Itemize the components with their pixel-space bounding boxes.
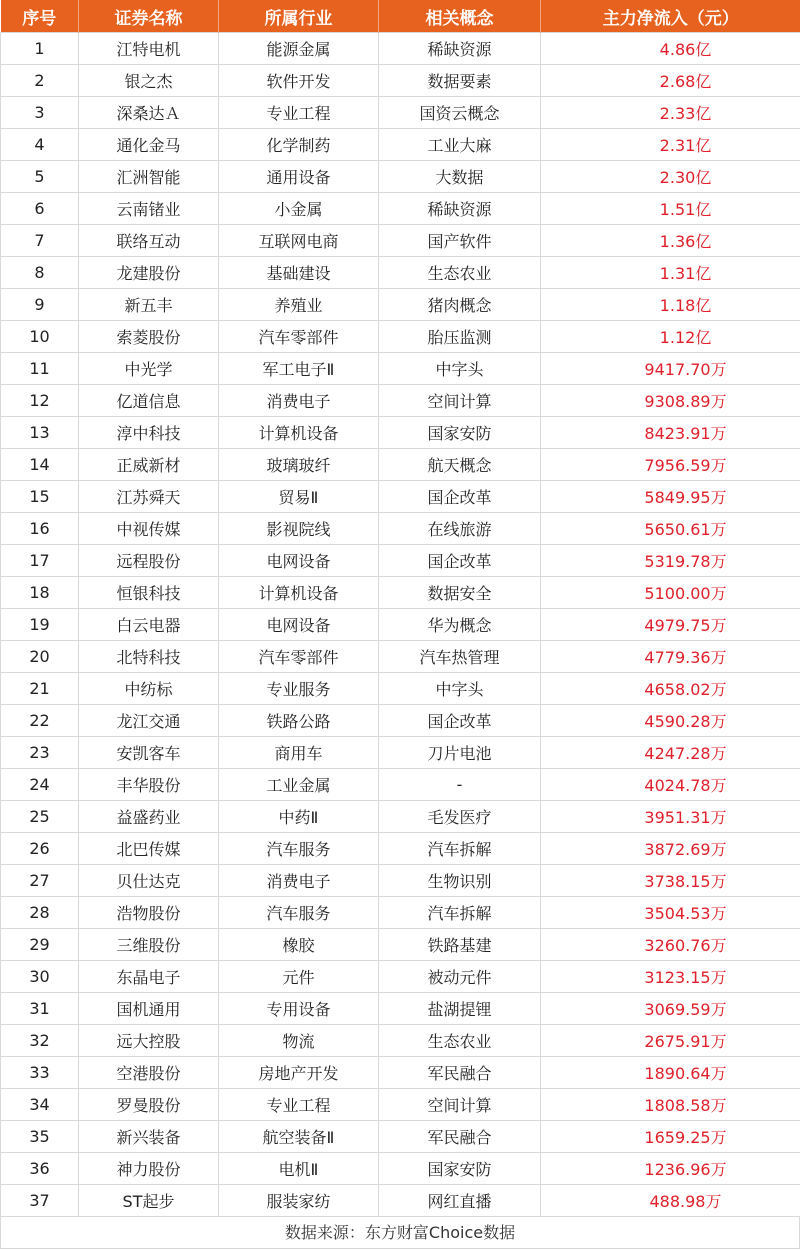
cell-industry: 互联网电商 xyxy=(219,225,379,257)
cell-main-net-inflow: 4590.28万 xyxy=(541,705,800,737)
cell-main-net-inflow: 2.33亿 xyxy=(541,97,800,129)
cell-concept: 汽车拆解 xyxy=(379,897,541,929)
cell-concept: - xyxy=(379,769,541,801)
cell-index: 36 xyxy=(1,1153,79,1185)
cell-concept: 国企改革 xyxy=(379,545,541,577)
header-concept: 相关概念 xyxy=(379,0,541,33)
cell-index: 28 xyxy=(1,897,79,929)
table-row xyxy=(1,609,800,641)
table-row xyxy=(1,449,800,481)
cell-industry: 计算机设备 xyxy=(219,417,379,449)
cell-main-net-inflow: 4979.75万 xyxy=(541,609,800,641)
header-index: 序号 xyxy=(1,0,79,33)
table-row xyxy=(1,385,800,417)
cell-security-name: ST起步 xyxy=(79,1185,219,1217)
cell-index: 21 xyxy=(1,673,79,705)
cell-security-name: 银之杰 xyxy=(79,65,219,97)
cell-main-net-inflow: 3504.53万 xyxy=(541,897,800,929)
table-row xyxy=(1,737,800,769)
cell-index: 7 xyxy=(1,225,79,257)
cell-index: 29 xyxy=(1,929,79,961)
table-body xyxy=(1,33,800,1217)
cell-concept: 猪肉概念 xyxy=(379,289,541,321)
cell-security-name: 新五丰 xyxy=(79,289,219,321)
cell-security-name: 中光学 xyxy=(79,353,219,385)
cell-security-name: 龙建股份 xyxy=(79,257,219,289)
cell-index: 2 xyxy=(1,65,79,97)
table-row xyxy=(1,801,800,833)
cell-main-net-inflow: 3069.59万 xyxy=(541,993,800,1025)
cell-security-name: 东晶电子 xyxy=(79,961,219,993)
cell-concept: 华为概念 xyxy=(379,609,541,641)
cell-main-net-inflow: 3260.76万 xyxy=(541,929,800,961)
cell-index: 24 xyxy=(1,769,79,801)
cell-industry: 能源金属 xyxy=(219,33,379,65)
cell-index: 31 xyxy=(1,993,79,1025)
table-row xyxy=(1,705,800,737)
cell-security-name: 北特科技 xyxy=(79,641,219,673)
cell-index: 25 xyxy=(1,801,79,833)
table-row xyxy=(1,513,800,545)
cell-concept: 空间计算 xyxy=(379,1089,541,1121)
cell-industry: 铁路公路 xyxy=(219,705,379,737)
table-row xyxy=(1,993,800,1025)
cell-index: 20 xyxy=(1,641,79,673)
cell-index: 18 xyxy=(1,577,79,609)
cell-industry: 小金属 xyxy=(219,193,379,225)
cell-index: 12 xyxy=(1,385,79,417)
cell-industry: 化学制药 xyxy=(219,129,379,161)
cell-main-net-inflow: 9308.89万 xyxy=(541,385,800,417)
cell-concept: 生态农业 xyxy=(379,257,541,289)
cell-main-net-inflow: 2.30亿 xyxy=(541,161,800,193)
table-row xyxy=(1,65,800,97)
cell-industry: 橡胶 xyxy=(219,929,379,961)
table-row xyxy=(1,865,800,897)
table-row xyxy=(1,97,800,129)
cell-concept: 大数据 xyxy=(379,161,541,193)
table-row xyxy=(1,1153,800,1185)
cell-security-name: 三维股份 xyxy=(79,929,219,961)
cell-index: 17 xyxy=(1,545,79,577)
table-row xyxy=(1,833,800,865)
cell-industry: 汽车零部件 xyxy=(219,641,379,673)
cell-main-net-inflow: 2.31亿 xyxy=(541,129,800,161)
cell-main-net-inflow: 4.86亿 xyxy=(541,33,800,65)
cell-security-name: 新兴装备 xyxy=(79,1121,219,1153)
cell-security-name: 恒银科技 xyxy=(79,577,219,609)
cell-index: 11 xyxy=(1,353,79,385)
cell-concept: 中字头 xyxy=(379,353,541,385)
cell-security-name: 远大控股 xyxy=(79,1025,219,1057)
table-row xyxy=(1,929,800,961)
cell-security-name: 深桑达Ａ xyxy=(79,97,219,129)
cell-index: 1 xyxy=(1,33,79,65)
cell-industry: 航空装备Ⅱ xyxy=(219,1121,379,1153)
table-row xyxy=(1,193,800,225)
cell-main-net-inflow: 8423.91万 xyxy=(541,417,800,449)
table-row xyxy=(1,481,800,513)
cell-industry: 元件 xyxy=(219,961,379,993)
cell-security-name: 淳中科技 xyxy=(79,417,219,449)
cell-main-net-inflow: 488.98万 xyxy=(541,1185,800,1217)
cell-index: 33 xyxy=(1,1057,79,1089)
cell-industry: 专业工程 xyxy=(219,97,379,129)
cell-concept: 稀缺资源 xyxy=(379,193,541,225)
cell-main-net-inflow: 5650.61万 xyxy=(541,513,800,545)
cell-index: 10 xyxy=(1,321,79,353)
table-row xyxy=(1,641,800,673)
cell-index: 35 xyxy=(1,1121,79,1153)
table-row xyxy=(1,353,800,385)
cell-index: 16 xyxy=(1,513,79,545)
cell-industry: 军工电子Ⅱ xyxy=(219,353,379,385)
cell-main-net-inflow: 9417.70万 xyxy=(541,353,800,385)
cell-industry: 通用设备 xyxy=(219,161,379,193)
cell-index: 15 xyxy=(1,481,79,513)
cell-main-net-inflow: 1808.58万 xyxy=(541,1089,800,1121)
cell-concept: 胎压监测 xyxy=(379,321,541,353)
cell-main-net-inflow: 1.36亿 xyxy=(541,225,800,257)
cell-industry: 贸易Ⅱ xyxy=(219,481,379,513)
cell-industry: 专业服务 xyxy=(219,673,379,705)
cell-security-name: 神力股份 xyxy=(79,1153,219,1185)
cell-index: 30 xyxy=(1,961,79,993)
cell-concept: 国企改革 xyxy=(379,481,541,513)
cell-main-net-inflow: 3738.15万 xyxy=(541,865,800,897)
cell-concept: 盐湖提锂 xyxy=(379,993,541,1025)
cell-concept: 铁路基建 xyxy=(379,929,541,961)
cell-industry: 房地产开发 xyxy=(219,1057,379,1089)
cell-main-net-inflow: 4658.02万 xyxy=(541,673,800,705)
cell-security-name: 联络互动 xyxy=(79,225,219,257)
cell-concept: 汽车拆解 xyxy=(379,833,541,865)
table-row xyxy=(1,1121,800,1153)
cell-security-name: 国机通用 xyxy=(79,993,219,1025)
table-row xyxy=(1,161,800,193)
cell-security-name: 北巴传媒 xyxy=(79,833,219,865)
header-security-name: 证券名称 xyxy=(79,0,219,33)
cell-main-net-inflow: 7956.59万 xyxy=(541,449,800,481)
cell-main-net-inflow: 1890.64万 xyxy=(541,1057,800,1089)
cell-industry: 消费电子 xyxy=(219,865,379,897)
cell-industry: 计算机设备 xyxy=(219,577,379,609)
cell-main-net-inflow: 5100.00万 xyxy=(541,577,800,609)
header-row xyxy=(1,0,800,33)
cell-security-name: 罗曼股份 xyxy=(79,1089,219,1121)
table-header xyxy=(1,0,800,33)
cell-index: 32 xyxy=(1,1025,79,1057)
cell-security-name: 中视传媒 xyxy=(79,513,219,545)
cell-concept: 数据要素 xyxy=(379,65,541,97)
cell-concept: 稀缺资源 xyxy=(379,33,541,65)
cell-main-net-inflow: 1.18亿 xyxy=(541,289,800,321)
cell-industry: 商用车 xyxy=(219,737,379,769)
cell-concept: 网红直播 xyxy=(379,1185,541,1217)
cell-main-net-inflow: 1659.25万 xyxy=(541,1121,800,1153)
cell-concept: 数据安全 xyxy=(379,577,541,609)
cell-concept: 国资云概念 xyxy=(379,97,541,129)
cell-main-net-inflow: 5849.95万 xyxy=(541,481,800,513)
cell-index: 4 xyxy=(1,129,79,161)
cell-main-net-inflow: 1236.96万 xyxy=(541,1153,800,1185)
cell-main-net-inflow: 1.12亿 xyxy=(541,321,800,353)
table-row xyxy=(1,673,800,705)
cell-security-name: 江特电机 xyxy=(79,33,219,65)
cell-industry: 汽车零部件 xyxy=(219,321,379,353)
table-row xyxy=(1,1185,800,1217)
cell-main-net-inflow: 2.68亿 xyxy=(541,65,800,97)
cell-security-name: 汇洲智能 xyxy=(79,161,219,193)
cell-industry: 中药Ⅱ xyxy=(219,801,379,833)
cell-concept: 生态农业 xyxy=(379,1025,541,1057)
cell-main-net-inflow: 4247.28万 xyxy=(541,737,800,769)
cell-industry: 专业工程 xyxy=(219,1089,379,1121)
cell-concept: 被动元件 xyxy=(379,961,541,993)
cell-security-name: 索菱股份 xyxy=(79,321,219,353)
cell-concept: 国家安防 xyxy=(379,1153,541,1185)
cell-security-name: 通化金马 xyxy=(79,129,219,161)
cell-security-name: 中纺标 xyxy=(79,673,219,705)
cell-concept: 军民融合 xyxy=(379,1121,541,1153)
cell-industry: 消费电子 xyxy=(219,385,379,417)
cell-industry: 电机Ⅱ xyxy=(219,1153,379,1185)
cell-concept: 国家安防 xyxy=(379,417,541,449)
cell-concept: 生物识别 xyxy=(379,865,541,897)
cell-industry: 电网设备 xyxy=(219,609,379,641)
cell-concept: 毛发医疗 xyxy=(379,801,541,833)
cell-security-name: 亿道信息 xyxy=(79,385,219,417)
cell-index: 5 xyxy=(1,161,79,193)
cell-index: 23 xyxy=(1,737,79,769)
cell-concept: 航天概念 xyxy=(379,449,541,481)
table-row xyxy=(1,1057,800,1089)
cell-security-name: 丰华股份 xyxy=(79,769,219,801)
cell-industry: 服装家纺 xyxy=(219,1185,379,1217)
cell-index: 26 xyxy=(1,833,79,865)
cell-security-name: 云南锗业 xyxy=(79,193,219,225)
cell-industry: 汽车服务 xyxy=(219,897,379,929)
cell-index: 19 xyxy=(1,609,79,641)
table-row xyxy=(1,1089,800,1121)
cell-main-net-inflow: 2675.91万 xyxy=(541,1025,800,1057)
header-main-net-inflow: 主力净流入（元） xyxy=(541,0,800,33)
cell-industry: 养殖业 xyxy=(219,289,379,321)
cell-concept: 在线旅游 xyxy=(379,513,541,545)
cell-index: 37 xyxy=(1,1185,79,1217)
cell-security-name: 安凯客车 xyxy=(79,737,219,769)
cell-security-name: 江苏舜天 xyxy=(79,481,219,513)
cell-index: 8 xyxy=(1,257,79,289)
cell-industry: 物流 xyxy=(219,1025,379,1057)
cell-index: 9 xyxy=(1,289,79,321)
cell-security-name: 龙江交通 xyxy=(79,705,219,737)
cell-concept: 工业大麻 xyxy=(379,129,541,161)
table-row xyxy=(1,769,800,801)
table-row xyxy=(1,321,800,353)
cell-concept: 汽车热管理 xyxy=(379,641,541,673)
cell-industry: 软件开发 xyxy=(219,65,379,97)
header-industry: 所属行业 xyxy=(219,0,379,33)
cell-index: 22 xyxy=(1,705,79,737)
table-row xyxy=(1,225,800,257)
cell-main-net-inflow: 3951.31万 xyxy=(541,801,800,833)
cell-index: 14 xyxy=(1,449,79,481)
cell-industry: 基础建设 xyxy=(219,257,379,289)
cell-industry: 工业金属 xyxy=(219,769,379,801)
cell-main-net-inflow: 1.51亿 xyxy=(541,193,800,225)
cell-concept: 刀片电池 xyxy=(379,737,541,769)
cell-concept: 中字头 xyxy=(379,673,541,705)
table-row xyxy=(1,417,800,449)
cell-concept: 军民融合 xyxy=(379,1057,541,1089)
cell-security-name: 贝仕达克 xyxy=(79,865,219,897)
cell-concept: 国企改革 xyxy=(379,705,541,737)
cell-main-net-inflow: 4779.36万 xyxy=(541,641,800,673)
cell-security-name: 正威新材 xyxy=(79,449,219,481)
cell-index: 27 xyxy=(1,865,79,897)
table-row xyxy=(1,289,800,321)
cell-index: 34 xyxy=(1,1089,79,1121)
cell-security-name: 白云电器 xyxy=(79,609,219,641)
cell-index: 3 xyxy=(1,97,79,129)
cell-industry: 专用设备 xyxy=(219,993,379,1025)
cell-industry: 汽车服务 xyxy=(219,833,379,865)
cell-main-net-inflow: 3872.69万 xyxy=(541,833,800,865)
cell-concept: 国产软件 xyxy=(379,225,541,257)
data-source-footer: 数据来源：东方财富Choice数据 xyxy=(0,1217,800,1249)
cell-main-net-inflow: 4024.78万 xyxy=(541,769,800,801)
cell-main-net-inflow: 5319.78万 xyxy=(541,545,800,577)
cell-security-name: 益盛药业 xyxy=(79,801,219,833)
table-row xyxy=(1,1025,800,1057)
cell-main-net-inflow: 1.31亿 xyxy=(541,257,800,289)
table-row xyxy=(1,961,800,993)
cell-security-name: 浩物股份 xyxy=(79,897,219,929)
cell-index: 13 xyxy=(1,417,79,449)
cell-industry: 影视院线 xyxy=(219,513,379,545)
cell-concept: 空间计算 xyxy=(379,385,541,417)
cell-industry: 玻璃玻纤 xyxy=(219,449,379,481)
cell-security-name: 远程股份 xyxy=(79,545,219,577)
table-row xyxy=(1,545,800,577)
table-row xyxy=(1,257,800,289)
table-row xyxy=(1,897,800,929)
cell-index: 6 xyxy=(1,193,79,225)
table-row xyxy=(1,129,800,161)
table-row xyxy=(1,577,800,609)
cell-industry: 电网设备 xyxy=(219,545,379,577)
cell-main-net-inflow: 3123.15万 xyxy=(541,961,800,993)
cell-security-name: 空港股份 xyxy=(79,1057,219,1089)
table-row xyxy=(1,33,800,65)
